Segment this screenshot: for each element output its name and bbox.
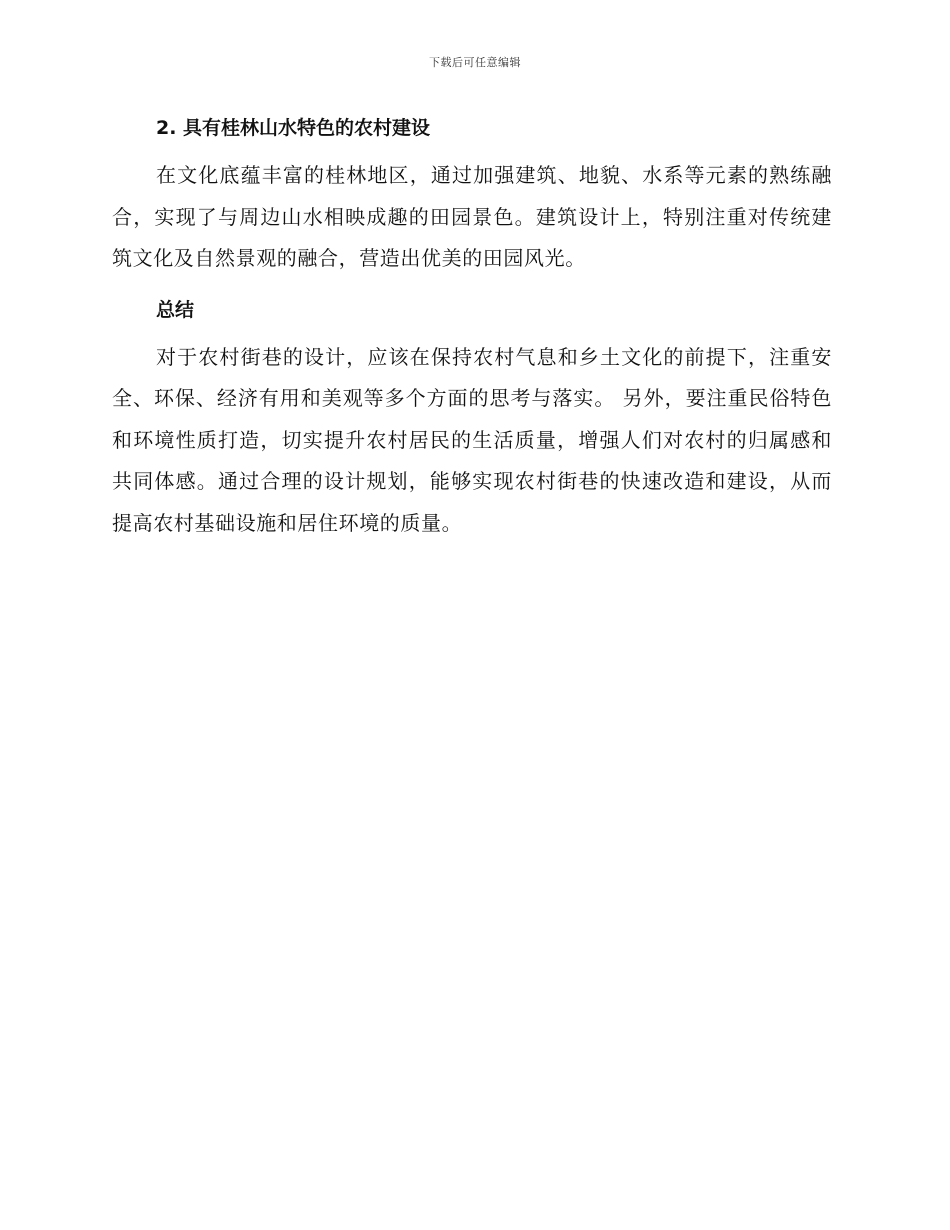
document-body	[112, 110, 832, 544]
section-paragraph-summary: 对于农村街巷的设计，应该在保持农村气息和乡土文化的前提下，注重安全、环保、经济有用和美观等多个方面的思考与落实。 另外，要注重民俗特色和环境性质打造，切实提升农村居民的生活质量，增强人们对农村的归属感和共同体感。通过合理的设计规划，能够实现农村街巷的快速改造和建设，从而提高农村基础设施和居住环境的质量。	[112, 344, 832, 535]
page-header: 下载后可任意编辑	[429, 56, 521, 69]
section-heading-summary: 总结	[156, 298, 195, 321]
section-heading-guilin-village: 2. 具有桂林山水特色的农村建设	[156, 117, 431, 139]
section-paragraph-guilin-village: 在文化底蕴丰富的桂林地区，通过加强建筑、地貌、水系等元素的熟练融合，实现了与周边山水相映成趣的田园景色。建筑设计上，特别注重对传统建筑文化及自然景观的融合，营造出优美的田园风光。	[112, 163, 832, 270]
